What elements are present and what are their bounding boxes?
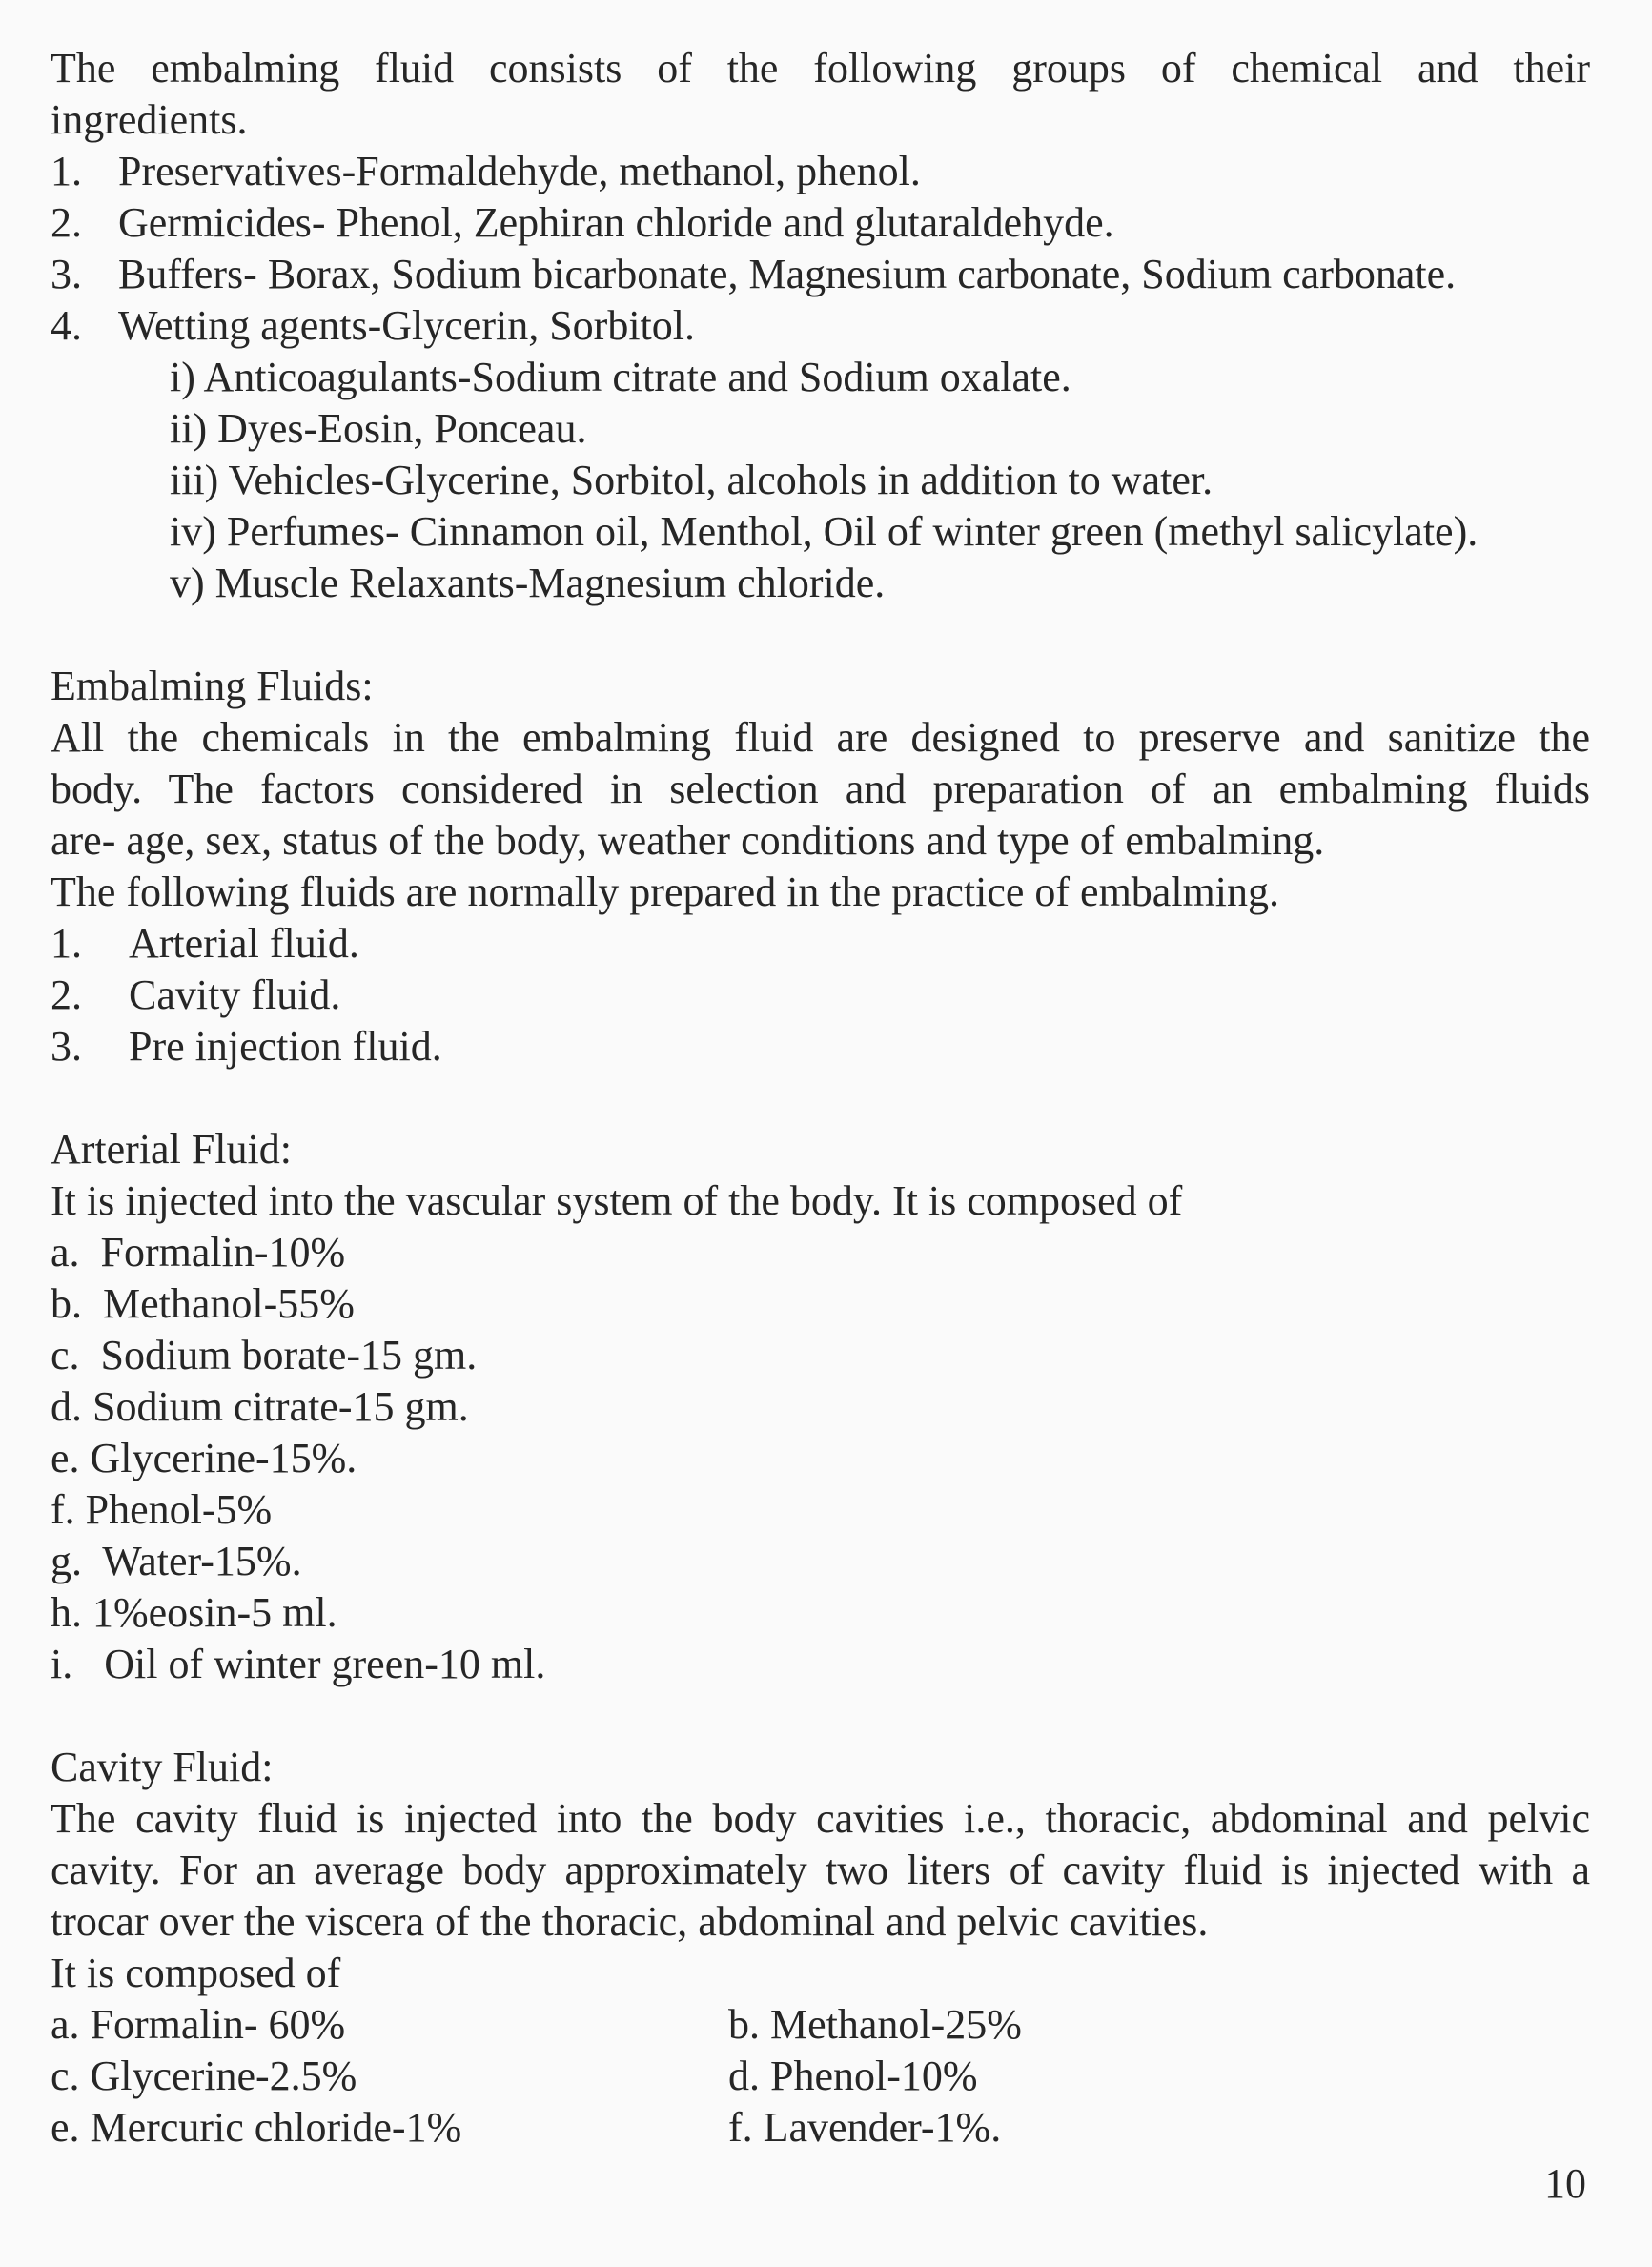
page-number: 10 [1544,2160,1586,2207]
section-heading-arterial-fluid: Arterial Fluid: [51,1126,292,1173]
paragraph-line: It is composed of [51,1950,341,1996]
paragraph-line: body. The factors considered in selection and preparation of an embalming fluids [51,766,1590,812]
list-number: 1. [51,920,82,967]
list-item [51,300,1590,352]
list-item: d. Sodium citrate-15 gm. [51,1383,469,1430]
list-item: e. Mercuric chloride-1% [51,2104,462,2151]
list-item [51,146,1590,197]
list-text: Cavity fluid. [129,971,341,1018]
list-item: c. Sodium borate-15 gm. [51,1332,478,1379]
list-number: 3. [51,251,82,297]
paragraph-line: The cavity fluid is injected into the body cavities i.e., thoracic, abdominal and pelvic [51,1795,1590,1842]
list-number: 2. [51,199,82,246]
sub-list-item: ii) Dyes-Eosin, Ponceau. [170,405,587,452]
list-item [51,1021,1590,1072]
spacer [51,1690,1590,1742]
list-item: g. Water-15%. [51,1538,302,1584]
document-page [51,43,1590,2154]
list-item: d. Phenol-10% [728,2053,978,2099]
list-item [51,918,1590,970]
list-text: Arterial fluid. [129,920,359,967]
list-text: Buffers- Borax, Sodium bicarbonate, Magnesium carbonate, Sodium carbonate. [118,251,1457,297]
list-number: 2. [51,971,82,1018]
list-item [51,249,1590,300]
list-item: c. Glycerine-2.5% [51,2053,357,2099]
list-text: Germicides- Phenol, Zephiran chloride and glutaraldehyde. [118,199,1114,246]
list-text: Pre injection fluid. [129,1023,442,1070]
section-heading-embalming-fluids: Embalming Fluids: [51,663,374,709]
paragraph-line: The following fluids are normally prepared in the practice of embalming. [51,868,1279,915]
list-item: a. Formalin-10% [51,1229,346,1276]
sub-list-item: v) Muscle Relaxants-Magnesium chloride. [170,560,886,606]
sub-list-item: iv) Perfumes- Cinnamon oil, Menthol, Oil of winter green (methyl salicylate). [170,508,1479,555]
list-item: i. Oil of winter green-10 ml. [51,1641,546,1687]
sub-list-item: i) Anticoagulants-Sodium citrate and Sodium oxalate. [170,354,1071,400]
spacer [51,609,1590,661]
list-item: f. Phenol-5% [51,1486,273,1533]
intro-line-2: ingredients. [51,96,248,143]
list-text: Wetting agents-Glycerin, Sorbitol. [118,302,695,349]
list-item: b. Methanol-25% [728,2001,1022,2048]
list-item: h. 1%eosin-5 ml. [51,1589,337,1636]
list-number: 3. [51,1023,82,1070]
list-item: f. Lavender-1%. [728,2104,1002,2151]
list-item: a. Formalin- 60% [51,2001,346,2048]
list-item [51,197,1590,249]
spacer [51,1072,1590,1124]
paragraph-line: It is injected into the vascular system of the body. It is composed of [51,1177,1183,1224]
list-text: Preservatives-Formaldehyde, methanol, phenol. [118,148,921,194]
sub-list [51,352,1590,609]
section-heading-cavity-fluid: Cavity Fluid: [51,1744,274,1790]
list-number: 4. [51,302,82,349]
list-item [51,970,1590,1021]
list-item: e. Glycerine-15%. [51,1435,357,1481]
paragraph-line: cavity. For an average body approximately two liters of cavity fluid is injected with a [51,1847,1590,1893]
paragraph-line: are- age, sex, status of the body, weather conditions and type of embalming. [51,817,1325,864]
paragraph-line: trocar over the viscera of the thoracic, abdominal and pelvic cavities. [51,1898,1209,1945]
intro-line-1: The embalming fluid consists of the following groups of chemical and their [51,45,1590,92]
list-number: 1. [51,148,82,194]
composition-grid [51,1999,1590,2154]
sub-list-item: iii) Vehicles-Glycerine, Sorbitol, alcohols in addition to water. [170,457,1214,503]
list-item: b. Methanol-55% [51,1280,355,1327]
paragraph-line: All the chemicals in the embalming fluid are designed to preserve and sanitize the [51,714,1590,761]
